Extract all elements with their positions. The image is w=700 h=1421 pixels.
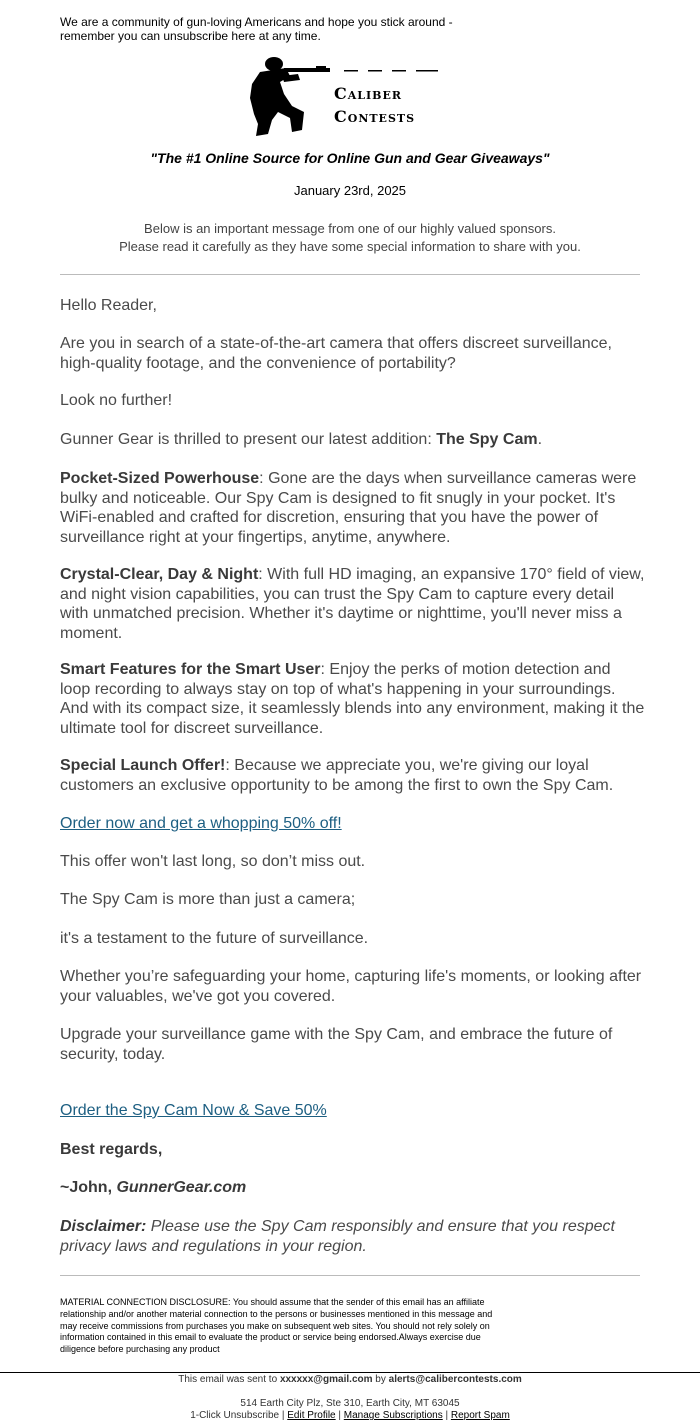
safeguarding-paragraph: Whether you’re safeguarding your home, capturing life's moments, or looking after your valuables, we've got you covered. bbox=[60, 968, 642, 1005]
one-click-unsubscribe[interactable]: 1-Click Unsubscribe bbox=[190, 1410, 280, 1421]
feature-text: : Enjoy the perks of motion detection and loop recording to always stay on top of what's happening in your surroundings. And with its compact size, it seamlessly blends into any environment, making it the ultimate tool for discreet surveillance. bbox=[60, 661, 645, 737]
upgrade-paragraph: Upgrade your surveillance game with the Spy Cam, and embrace the future of security, today. bbox=[60, 1026, 613, 1063]
order-spy-cam-link[interactable]: Order the Spy Cam Now & Save 50% bbox=[60, 1102, 327, 1119]
sender-email: alerts@calibercontests.com bbox=[388, 1374, 522, 1385]
preheader-text: We are a community of gun-loving Americans and hope you stick around - remember you can unsubscribe here at any time. bbox=[60, 15, 453, 43]
footer-sent-mid: by bbox=[372, 1374, 389, 1385]
feature-title: Special Launch Offer! bbox=[60, 757, 226, 774]
signoff-text: Best regards, bbox=[60, 1141, 163, 1158]
product-name: The Spy Cam bbox=[436, 431, 538, 448]
disclaimer-text: Please use the Spy Cam responsibly and ensure that you respect privacy laws and regulations in your region. bbox=[60, 1218, 615, 1255]
edit-profile-link[interactable]: Edit Profile bbox=[287, 1410, 336, 1421]
disclaimer-label: Disclaimer: bbox=[60, 1218, 147, 1235]
signature-site: GunnerGear.com bbox=[116, 1179, 247, 1196]
cta-link-paragraph-2 bbox=[60, 1101, 645, 1121]
footer-separator: | bbox=[335, 1410, 344, 1421]
feature-launch-offer bbox=[60, 756, 645, 795]
sponsor-notice-line1: Below is an important message from one of our highly valued sponsors. bbox=[144, 221, 556, 236]
future-surveillance: it's a testament to the future of surveillance. bbox=[60, 930, 369, 947]
email-date: January 23rd, 2025 bbox=[293, 183, 407, 198]
signature-name: ~John, bbox=[60, 1179, 117, 1196]
footer-separator: | bbox=[442, 1410, 451, 1421]
greeting: Hello Reader, bbox=[60, 297, 157, 314]
caliber-contests-logo[interactable] bbox=[246, 54, 456, 140]
feature-pocket-sized bbox=[60, 469, 645, 547]
sponsor-notice bbox=[0, 220, 700, 256]
disclaimer bbox=[60, 1217, 645, 1256]
feature-title: Smart Features for the Smart User bbox=[60, 661, 321, 678]
offer-urgency: This offer won't last long, so don’t miss out. bbox=[60, 853, 366, 870]
cta-link-paragraph-1 bbox=[60, 814, 645, 834]
report-spam-link[interactable]: Report Spam bbox=[450, 1410, 510, 1421]
footer-address: 514 Earth City Plz, Ste 310, Earth City, MT 63045 bbox=[240, 1398, 460, 1409]
logo-text-line1: Caliber bbox=[334, 84, 402, 103]
order-now-link[interactable]: Order now and get a whopping 50% off! bbox=[60, 815, 342, 832]
divider-bottom bbox=[60, 1275, 640, 1276]
feature-text: : Gone are the days when surveillance cameras were bulky and noticeable. Our Spy Cam is designed to fit snugly in your pocket. It's WiFi-enabled and crafted for discretion, ensuring that you have the power of surveillance right at your fingertips, anytime, anywhere. bbox=[60, 470, 637, 546]
feature-title: Crystal-Clear, Day & Night bbox=[60, 566, 259, 583]
footer-divider bbox=[0, 1372, 700, 1373]
more-than-camera: The Spy Cam is more than just a camera; bbox=[60, 891, 356, 908]
logo-text-line2: Contests bbox=[334, 107, 416, 126]
announcement-paragraph bbox=[60, 430, 645, 450]
feature-smart bbox=[60, 660, 645, 738]
footer-separator: | bbox=[279, 1410, 288, 1421]
footer-sent-to bbox=[0, 1374, 700, 1385]
signoff bbox=[60, 1140, 645, 1160]
sponsor-notice-line2: Please read it carefully as they have some special information to share with you. bbox=[119, 239, 581, 254]
footer-links bbox=[0, 1410, 700, 1421]
tagline: "The #1 Online Source for Online Gun and Gear Giveaways" bbox=[150, 150, 550, 166]
feature-text: : With full HD imaging, an expansive 170° field of view, and night vision capabilities, you can trust the Spy Cam to capture every detail with unmatched precision. Whether it's daytime or nighttime, you'll never miss a moment. bbox=[60, 566, 645, 642]
announcement-post: . bbox=[537, 431, 543, 448]
manage-subscriptions-link[interactable]: Manage Subscriptions bbox=[343, 1410, 443, 1421]
feature-title: Pocket-Sized Powerhouse bbox=[60, 470, 260, 487]
look-no-further: Look no further! bbox=[60, 392, 173, 409]
divider-top bbox=[60, 274, 640, 275]
material-connection-disclosure: MATERIAL CONNECTION DISCLOSURE: You should assume that the sender of this email has an affiliate relationship and/or another material connection to the persons or businesses mentioned in this message and may receive commissions from purchases you make on subsequent web sites. You should not rely solely on information contained in this email to evaluate the product or service being endorsed.Always exercise due diligence before purchasing any product bbox=[60, 1297, 493, 1355]
intro-paragraph: Are you in search of a state-of-the-art camera that offers discreet surveillance, high-quality footage, and the convenience of portability? bbox=[60, 335, 612, 372]
feature-crystal-clear bbox=[60, 565, 645, 643]
footer-sent-pre: This email was sent to bbox=[178, 1374, 280, 1385]
recipient-email: xxxxxx@gmail.com bbox=[279, 1374, 373, 1385]
signature bbox=[60, 1178, 645, 1198]
feature-text: : Because we appreciate you, we're giving our loyal customers an exclusive opportunity to be among the first to own the Spy Cam. bbox=[60, 757, 614, 794]
announcement-pre: Gunner Gear is thrilled to present our latest addition: bbox=[60, 431, 437, 448]
